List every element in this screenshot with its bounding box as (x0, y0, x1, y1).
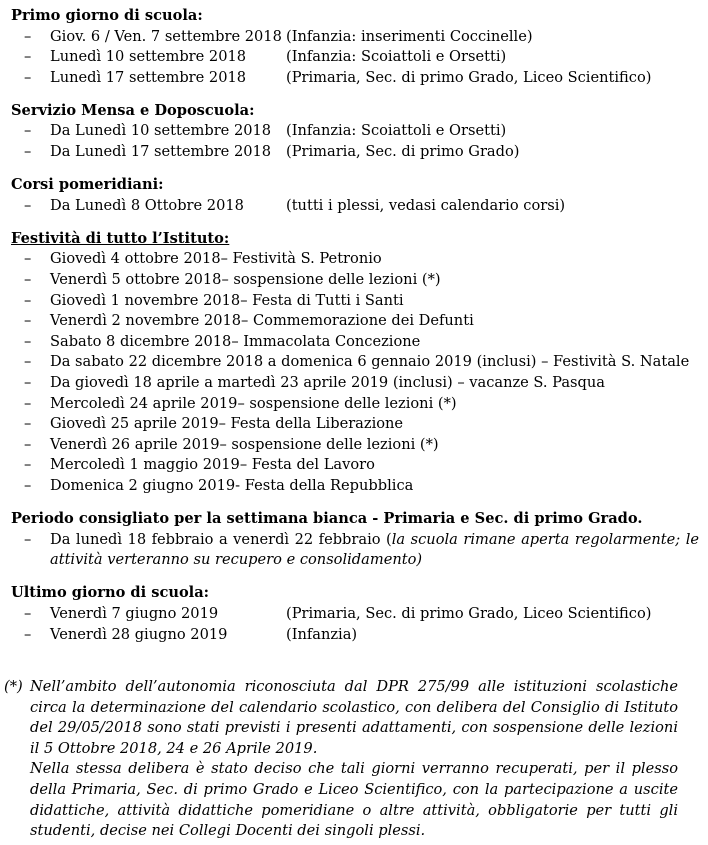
list-item (11, 68, 699, 89)
calendar-document (11, 6, 699, 658)
row-note: (Primaria, Sec. di primo Grado, Liceo Scientifico) (286, 68, 652, 86)
holiday-text: Mercoledì 24 aprile 2019– sospensione delle lezioni (*) (50, 394, 457, 412)
list-dash: – (24, 456, 32, 474)
row-date: Venerdì 7 giugno 2019 (50, 604, 219, 622)
holiday-text: Domenica 2 giugno 2019- Festa della Repubblica (50, 476, 414, 494)
holiday-text: Giovedì 1 novembre 2018– Festa di Tutti i Santi (50, 291, 404, 309)
row-date: Lunedì 10 settembre 2018 (50, 48, 247, 66)
list-dash: – (24, 476, 32, 494)
list-item (11, 604, 699, 625)
list-item (11, 196, 699, 217)
list-dash: – (24, 291, 32, 309)
list-item (11, 47, 699, 68)
section-festivita (11, 229, 699, 497)
footnote-paragraph: Nell’ambito dell’autonomia riconosciuta dal DPR 275/99 alle istituzioni scolastiche circa la determinazione del calendario scolastico, con delibera del Consiglio di Istituto del 29/05/2018 sono stati previsti i presenti adattamenti, con sospensione delle lezioni il 5 Ottobre 2018, 24 e 26 Aprile 2019. (30, 678, 678, 757)
list-item (11, 249, 699, 270)
row-date: Lunedì 17 settembre 2018 (50, 68, 247, 86)
row-date: Venerdì 28 giugno 2019 (50, 625, 228, 643)
row-note: (Infanzia) (286, 625, 358, 643)
settimana-text: Da lunedì 18 febbraio a venerdì 22 febbraio ( (50, 530, 392, 548)
list-dash: – (24, 143, 32, 161)
footnote-paragraph: Nella stessa delibera è stato deciso che tali giorni verranno recuperati, per il plesso della Primaria, Sec. di primo Grado e Liceo Scientifico, con la partecipazione a uscite didattiche, attività didattiche pomeridiane o altre attività, obbligatorie per tutti gli studenti, decise nei Collegi Docenti dei singoli plessi. (30, 760, 678, 840)
list-dash: – (24, 196, 32, 214)
section-heading: Festività di tutto l’Istituto: (11, 229, 230, 247)
list-item (11, 530, 699, 571)
list-item (11, 414, 699, 435)
footnote-text (30, 677, 678, 842)
holiday-text: Venerdì 5 ottobre 2018– sospensione delle lezioni (*) (50, 271, 441, 289)
section-heading: Corsi pomeridiani: (11, 176, 164, 194)
footnote (4, 677, 678, 842)
settimana-note: la scuola rimane aperta regolarmente; le attività verteranno su recupero e consolidamento) (50, 530, 700, 569)
list-item (11, 270, 699, 291)
list-dash: – (24, 48, 32, 66)
list-item (11, 142, 699, 163)
list-dash: – (24, 122, 32, 140)
list-dash: – (24, 435, 32, 453)
row-date: Da Lunedì 17 settembre 2018 (50, 143, 272, 161)
list-dash: – (24, 312, 32, 330)
section-ultimo-giorno (11, 583, 699, 645)
list-dash: – (24, 604, 32, 622)
row-date: Da Lunedì 10 settembre 2018 (50, 122, 272, 140)
row-note: (Primaria, Sec. di primo Grado) (286, 143, 520, 161)
list-item (11, 332, 699, 353)
list-item (11, 27, 699, 48)
list-item (11, 352, 699, 373)
list-item (11, 311, 699, 332)
row-note: (Infanzia: inserimenti Coccinelle) (286, 27, 533, 45)
list-item (11, 373, 699, 394)
list-item (11, 476, 699, 497)
section-heading: Periodo consigliato per la settimana bianca - Primaria e Sec. di primo Grado. (11, 510, 643, 528)
row-note: (Infanzia: Scoiattoli e Orsetti) (286, 122, 507, 140)
holiday-text: Da giovedì 18 aprile a martedì 23 aprile 2019 (inclusi) – vacanze S. Pasqua (50, 374, 605, 391)
list-dash: – (24, 68, 32, 86)
list-dash: – (24, 415, 32, 433)
list-dash: – (24, 332, 32, 350)
holiday-text: Da sabato 22 dicembre 2018 a domenica 6 gennaio 2019 (inclusi) – Festività S. Natale (50, 353, 690, 371)
list-dash: – (24, 625, 32, 643)
list-item (11, 625, 699, 646)
list-item (11, 394, 699, 415)
holiday-text: Sabato 8 dicembre 2018– Immacolata Concezione (50, 332, 421, 350)
section-heading: Primo giorno di scuola: (11, 7, 203, 24)
row-note: (tutti i plessi, vedasi calendario corsi) (286, 196, 566, 214)
section-heading: Ultimo giorno di scuola: (11, 584, 210, 602)
list-dash: – (24, 27, 32, 45)
list-item (11, 291, 699, 312)
list-dash: – (24, 374, 32, 391)
holiday-text: Mercoledì 1 maggio 2019– Festa del Lavoro (50, 456, 375, 474)
holiday-text: Venerdì 26 aprile 2019– sospensione delle lezioni (*) (50, 435, 439, 453)
row-date: Da Lunedì 8 Ottobre 2018 (50, 196, 244, 214)
section-heading: Servizio Mensa e Doposcuola: (11, 101, 255, 119)
section-primo-giorno (11, 6, 699, 88)
list-dash: – (24, 394, 32, 412)
holiday-text: Giovedì 4 ottobre 2018– Festività S. Petronio (50, 250, 382, 268)
row-note: (Primaria, Sec. di primo Grado, Liceo Scientifico) (286, 604, 652, 622)
row-note: (Infanzia: Scoiattoli e Orsetti) (286, 48, 507, 66)
section-settimana-bianca (11, 509, 699, 571)
list-item (11, 455, 699, 476)
holiday-text: Venerdì 2 novembre 2018– Commemorazione dei Defunti (50, 312, 474, 330)
list-dash: – (24, 271, 32, 289)
row-date: Giov. 6 / Ven. 7 settembre 2018 (50, 27, 282, 45)
list-dash: – (24, 250, 32, 268)
list-dash: – (24, 353, 32, 371)
list-item (11, 435, 699, 456)
section-corsi (11, 175, 699, 216)
section-mensa (11, 101, 699, 163)
list-item (11, 121, 699, 142)
holiday-text: Giovedì 25 aprile 2019– Festa della Liberazione (50, 415, 404, 433)
footnote-mark: (*) (4, 678, 23, 695)
list-dash: – (24, 530, 32, 548)
